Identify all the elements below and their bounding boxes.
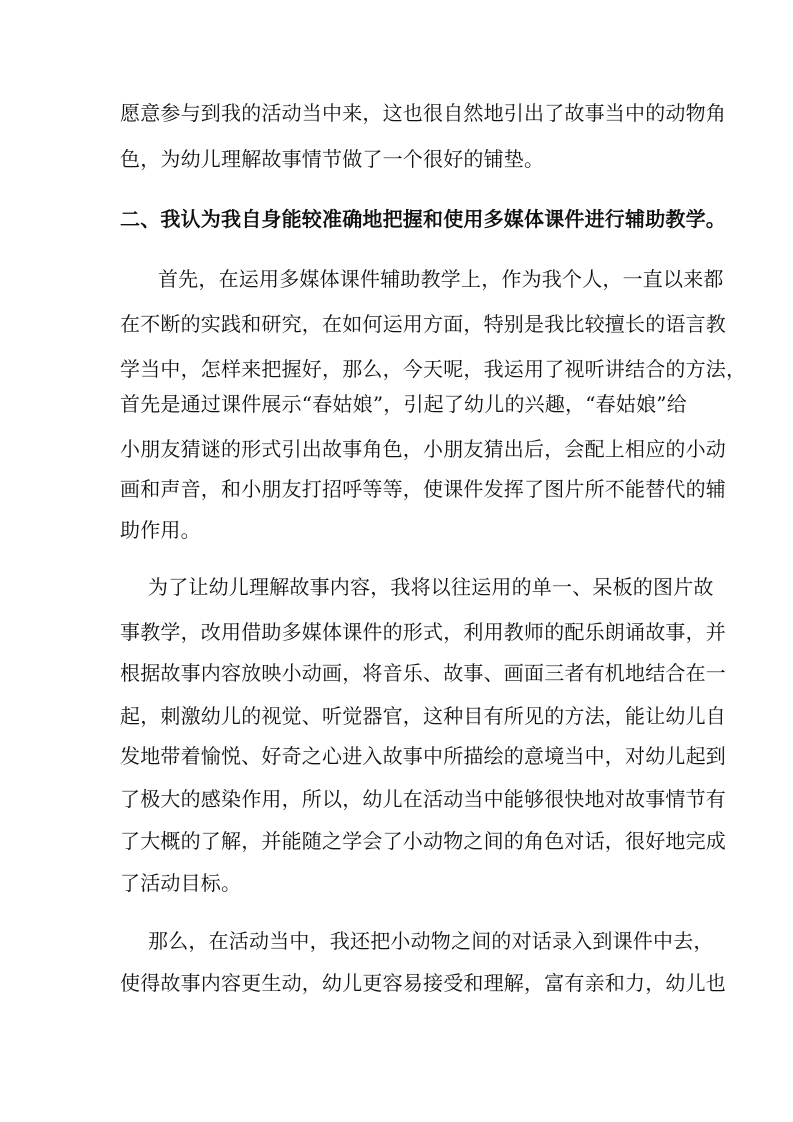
text-line: 画和声音，和小朋友打招呼等等，使课件发挥了图片所不能替代的辅 — [120, 477, 726, 501]
text-line: 了极大的感染作用，所以，幼儿在活动当中能够很快地对故事情节有 — [120, 787, 726, 811]
text-line: 小朋友猜谜的形式引出故事角色，小朋友猜出后，会配上相应的小动 — [120, 437, 726, 461]
text-line: 助作用。 — [120, 518, 201, 542]
text-line: 首先，在运用多媒体课件辅助教学上，作为我个人，一直以来都 — [158, 267, 724, 291]
text-line: 愿意参与到我的活动当中来，这也很自然地引出了故事当中的动物角 — [120, 101, 726, 125]
text-line: 那么，在活动当中，我还把小动物之间的对话录入到课件中去， — [148, 929, 714, 953]
text-line: 了活动目标。 — [120, 871, 242, 895]
text-line: 根据故事内容放映小动画，将音乐、故事、画面三者有机地结合在一 — [120, 661, 726, 685]
text-line: 事教学，改用借助多媒体课件的形式，利用教师的配乐朗诵故事，并 — [120, 620, 726, 644]
text-line: 学当中，怎样来把握好，那么，今天呢，我运用了视听讲结合的方法， — [120, 357, 747, 381]
text-line: 在不断的实践和研究，在如何运用方面，特别是我比较擅长的语言教 — [120, 312, 726, 336]
text-line: 色，为幼儿理解故事情节做了一个很好的铺垫。 — [120, 147, 545, 171]
text-line: 使得故事内容更生动，幼儿更容易接受和理解，富有亲和力，幼儿也 — [120, 971, 726, 995]
text-line: 起，刺激幼儿的视觉、听觉器官，这种目有所见的方法，能让幼儿自 — [120, 704, 726, 728]
text-line: 首先是通过课件展示“春姑娘”，引起了幼儿的兴趣，“春姑娘”给 — [120, 392, 687, 416]
text-line: 为了让幼儿理解故事内容，我将以往运用的单一、呆板的图片故 — [148, 575, 714, 599]
text-line: 发地带着愉悦、好奇之心进入故事中所描绘的意境当中，对幼儿起到 — [120, 744, 726, 768]
text-line: 了大概的了解，并能随之学会了小动物之间的角色对话，很好地完成 — [120, 829, 726, 853]
section-heading: 二、我认为我自身能较准确地把握和使用多媒体课件进行辅助教学。 — [120, 207, 726, 231]
